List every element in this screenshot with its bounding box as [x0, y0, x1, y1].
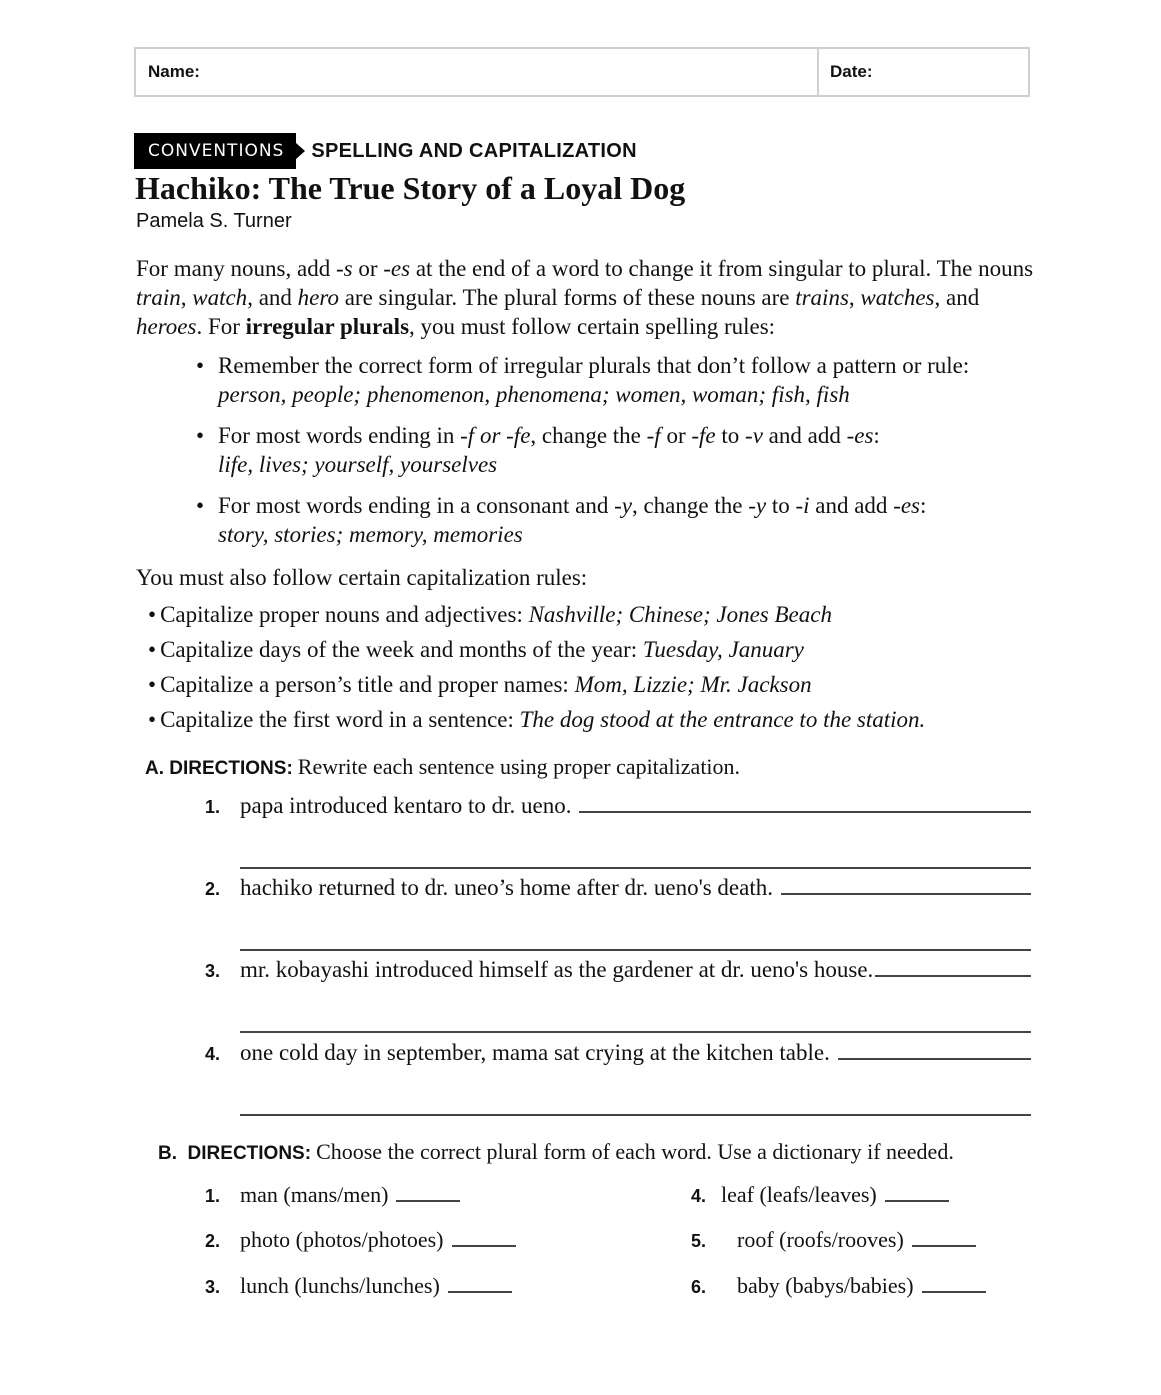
question-number: 2. [205, 1231, 221, 1251]
intro-text: at the end of a word to change it from singular to plural. The nouns [410, 256, 1034, 281]
intro-italic: hero [297, 285, 339, 310]
intro-text: . For [196, 314, 246, 339]
directions-text: Rewrite each sentence using proper capitalization. [297, 754, 741, 779]
rule-example: Mom, Lizzie; Mr. Jackson [574, 672, 812, 697]
answer-blank[interactable] [838, 1040, 1031, 1060]
intro-italic: -s [335, 256, 353, 281]
spelling-rule [196, 421, 1056, 479]
capitalization-rule [148, 702, 925, 737]
answer-blank[interactable] [781, 875, 1031, 895]
question-text: hachiko returned to dr. uneo’s home after dr. ueno's death. [240, 875, 773, 900]
rule-text [218, 423, 880, 448]
answer-line[interactable] [240, 1029, 1031, 1033]
spelling-rule [196, 351, 1056, 409]
question-text: mr. kobayashi introduced himself as the gardener at dr. ueno's house. [240, 957, 874, 982]
section-badge-row [134, 133, 637, 169]
rule-italic: -i [795, 493, 810, 518]
intro-text: are singular. The plural forms of these nouns are [338, 285, 796, 310]
answer-line[interactable] [240, 865, 1031, 869]
name-field[interactable] [136, 49, 819, 95]
intro-text: , and [247, 285, 298, 310]
capitalization-rule [148, 632, 925, 667]
rule-fragment: to [715, 423, 746, 448]
rule-example: Tuesday, January [642, 637, 804, 662]
bullet-icon: • [148, 707, 157, 732]
conventions-badge: CONVENTIONS [134, 133, 296, 169]
rule-text: Capitalize a person’s title and proper names: [160, 672, 575, 697]
spelling-rule [196, 491, 1056, 549]
question-number: 1. [205, 797, 221, 817]
rule-example: story, stories; memory, memories [218, 522, 523, 547]
answer-blank[interactable] [579, 793, 1031, 813]
date-label: Date: [830, 62, 873, 81]
question-number: 6. [691, 1277, 707, 1297]
intro-text: , [180, 285, 193, 310]
intro-italic: watches [860, 285, 935, 310]
question-b-3 [205, 1273, 512, 1299]
rule-example: life, lives; yourself, yourselves [218, 452, 498, 477]
rule-text [218, 493, 926, 518]
question-a-2 [205, 875, 1031, 951]
rule-italic: -f or -fe [460, 423, 531, 448]
intro-italic: -es [383, 256, 411, 281]
intro-text: or [352, 256, 384, 281]
rule-fragment: , change the [530, 423, 647, 448]
answer-blank[interactable] [452, 1227, 516, 1247]
rule-example: Nashville; Chinese; Jones Beach [528, 602, 832, 627]
spelling-rules-list [196, 351, 1056, 561]
rule-fragment: : [873, 423, 880, 448]
answer-blank[interactable] [922, 1273, 986, 1293]
rule-text: Remember the correct form of irregular plurals that don’t follow a pattern or rule: [218, 353, 970, 378]
intro-text: , you must follow certain spelling rules: [409, 314, 776, 339]
rule-fragment: : [920, 493, 927, 518]
rule-italic: -v [745, 423, 763, 448]
name-date-box [134, 47, 1030, 97]
name-label: Name: [148, 62, 200, 81]
directions-label: A. DIRECTIONS: [145, 758, 293, 779]
question-text: baby (babys/babies) [737, 1273, 914, 1298]
rule-italic: -f [646, 423, 661, 448]
question-text: one cold day in september, mama sat crying at the kitchen table. [240, 1040, 830, 1065]
rule-fragment: For most words ending in a consonant and [218, 493, 615, 518]
badge-arrow-icon [296, 143, 305, 159]
rule-fragment: to [766, 493, 796, 518]
question-number: 5. [691, 1231, 707, 1251]
intro-text: , [848, 285, 861, 310]
answer-line[interactable] [240, 947, 1031, 951]
section-b-directions [158, 1139, 954, 1165]
answer-blank[interactable] [885, 1182, 949, 1202]
rule-italic: -y [614, 493, 632, 518]
question-b-4 [691, 1182, 949, 1208]
intro-text: For many nouns, add [136, 256, 336, 281]
question-b-6 [691, 1273, 986, 1299]
capitalization-rule [148, 667, 925, 702]
question-number: 4. [691, 1186, 707, 1206]
capitalization-intro: You must also follow certain capitalization rules: [136, 565, 588, 590]
rule-fragment: and add [809, 493, 894, 518]
question-b-2 [205, 1227, 516, 1253]
rule-text: Capitalize the first word in a sentence: [160, 707, 520, 732]
rule-fragment: or [660, 423, 692, 448]
rule-italic: -es [846, 423, 874, 448]
question-number: 1. [205, 1186, 221, 1206]
question-a-3 [205, 957, 1031, 1033]
bullet-icon: • [148, 672, 157, 697]
answer-blank[interactable] [912, 1227, 976, 1247]
author: Pamela S. Turner [136, 210, 292, 232]
answer-line[interactable] [240, 1112, 1031, 1116]
intro-italic: watch [192, 285, 248, 310]
intro-bold: irregular plurals [245, 314, 410, 339]
rule-italic: -fe [691, 423, 716, 448]
rule-italic: -y [748, 493, 767, 518]
question-number: 2. [205, 879, 221, 899]
question-b-5 [691, 1227, 976, 1253]
question-a-1 [205, 793, 1031, 869]
question-number: 4. [205, 1044, 221, 1064]
rule-fragment: and add [762, 423, 847, 448]
question-b-1 [205, 1182, 460, 1208]
intro-italic: heroes [136, 314, 197, 339]
answer-blank[interactable] [448, 1273, 512, 1293]
question-a-4 [205, 1040, 1031, 1116]
question-text: leaf (leafs/leaves) [721, 1182, 877, 1207]
bullet-icon: • [148, 637, 157, 662]
directions-text: Choose the correct plural form of each word. Use a dictionary if needed. [316, 1139, 954, 1164]
question-text: man (mans/men) [240, 1182, 389, 1207]
badge-subtitle: SPELLING AND CAPITALIZATION [311, 139, 637, 162]
rule-italic: -es [893, 493, 921, 518]
intro-paragraph [136, 254, 1036, 341]
intro-text: , and [934, 285, 980, 310]
rule-example: The dog stood at the entrance to the station. [519, 707, 926, 732]
question-text: papa introduced kentaro to dr. ueno. [240, 793, 572, 818]
question-number: 3. [205, 1277, 221, 1297]
rule-fragment: , change the [631, 493, 749, 518]
question-text: lunch (lunchs/lunches) [240, 1273, 440, 1298]
rule-text: Capitalize days of the week and months of the year: [160, 637, 643, 662]
intro-italic: trains [795, 285, 849, 310]
rule-text: Capitalize proper nouns and adjectives: [160, 602, 529, 627]
question-text: photo (photos/photoes) [240, 1227, 444, 1252]
question-number: 3. [205, 961, 221, 981]
directions-label: B. DIRECTIONS: [158, 1143, 312, 1164]
capitalization-rules-list [148, 597, 925, 737]
page-title: Hachiko: The True Story of a Loyal Dog [135, 170, 686, 206]
bullet-icon: • [148, 602, 157, 627]
intro-italic: train [136, 285, 181, 310]
rule-example: person, people; phenomenon, phenomena; women, woman; fish, fish [218, 382, 850, 407]
capitalization-rule [148, 597, 925, 632]
rule-fragment: For most words ending in [218, 423, 461, 448]
answer-blank[interactable] [396, 1182, 460, 1202]
question-text: roof (roofs/rooves) [737, 1227, 904, 1252]
section-a-directions [145, 754, 740, 780]
answer-blank[interactable] [875, 957, 1031, 977]
date-field[interactable] [819, 49, 1028, 95]
